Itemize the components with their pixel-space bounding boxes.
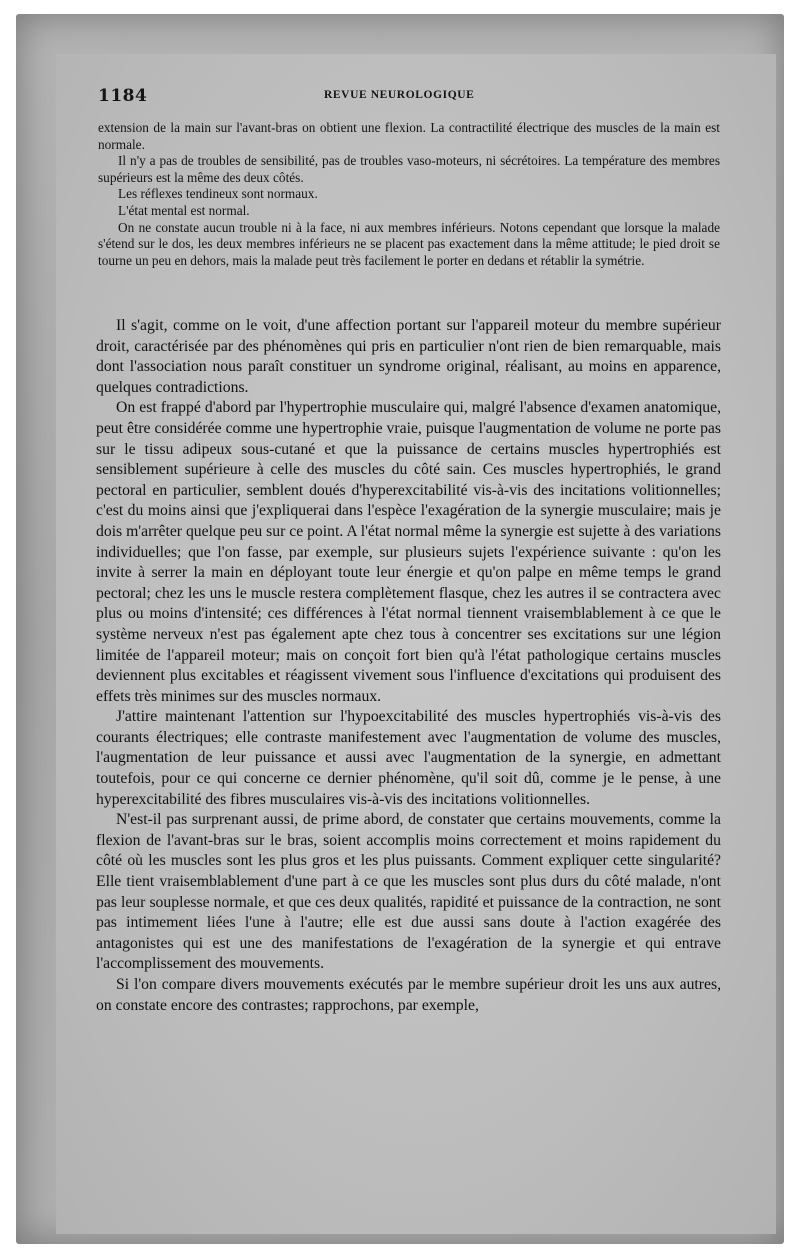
clinical-note-paragraph: Les réflexes tendineux sont normaux.	[118, 186, 318, 202]
discussion-paragraph: On est frappé d'abord par l'hypertrophie musculaire qui, malgré l'absence d'examen anatomique, peut être considérée comme une hypertrophie vraie, puisque l'augmentation de volume ne porte pas sur le tissu adipeux sous-cutané et que la puissance de certains muscles hypertrophiés est sensiblement supérieure à celle des muscles du côté sain. Ces muscles hypertrophiés, le grand pectoral en particulier, semblent doués d'hyperexcitabilité vis-à-vis des incitations volitionnelles; c'est du moins ainsi que j'expliquerai dans l'espèce l'exagération de la synergie musculaire; mais je dois m'arrêter quelque peu sur ce point. A l'état normal même la synergie est sujette à des variations individuelles; que l'on fasse, par exemple, sur plusieurs sujets l'expérience suivante : qu'on les invite à serrer la main en déployant toute leur énergie et qu'on palpe en même temps le grand pectoral; chez les uns le muscle restera complètement flasque, chez les autres il se contractera avec plus ou moins d'intensité; ces différences à l'état normal tiennent vraisemblablement à ce que le système nerveux n'est pas également apte chez tous à concentrer ses excitations sur une légion limitée de l'appareil moteur; mais on conçoit fort bien qu'à l'état pathologique certains muscles deviennent plus excitables et réagissent vivement sous l'influence d'excitations qui produisent des effets très minimes sur des muscles normaux.	[96, 399, 721, 705]
running-head	[98, 86, 720, 108]
clinical-note-paragraph: extension de la main sur l'avant-bras on obtient une flexion. La contractilité électrique des muscles de la main est normale.	[98, 120, 720, 152]
page-number: 1184	[98, 86, 148, 106]
discussion-text	[96, 316, 721, 1016]
discussion-paragraph: Il s'agit, comme on le voit, d'une affection portant sur l'appareil moteur du membre supérieur droit, caractérisée par des phénomènes qui pris en particulier n'ont rien de bien remarquable, mais dont l'association nous paraît constituer un syndrome original, réalisant, au moins en apparence, quelques contradictions.	[96, 317, 721, 396]
clinical-note-paragraph: Il n'y a pas de troubles de sensibilité, pas de troubles vaso-moteurs, ni sécrétoires. La température des membres supérieurs est la même des deux côtés.	[98, 153, 720, 185]
discussion-paragraph: J'attire maintenant l'attention sur l'hypoexcitabilité des muscles hypertrophiés vis-à-vis des courants électriques; elle contraste manifestement avec l'augmentation de volume des muscles, l'augmentation de leur puissance et aussi avec l'augmentation de la synergie, en admettant toutefois, pour ce qui concerne ce dernier phénomène, qu'il soit dû, comme je le pense, à une hyperexcitabilité des fibres musculaires vis-à-vis des incitations volitionnelles.	[96, 708, 721, 808]
clinical-note-paragraph: L'état mental est normal.	[118, 202, 250, 218]
journal-title: REVUE NEUROLOGIQUE	[324, 89, 475, 101]
discussion-paragraph: N'est-il pas surprenant aussi, de prime abord, de constater que certains mouvements, comme la flexion de l'avant-bras sur le bras, soient accomplis moins correctement et moins rapidement du côté où les muscles sont les plus gros et les plus puissants. Comment expliquer cette singularité? Elle tient vraisemblablement d'une part à ce que les muscles sont plus durs du côté malade, n'ont pas leur souplesse normale, et que ces deux qualités, rapidité et puissance de la contraction, ne sont pas intimement liées l'une à l'autre; elle est due aussi sans doute à l'action exagérée des antagonistes qui est une des manifestations de l'exagération de la synergie et qui entrave l'accomplissement des mouvements.	[96, 811, 721, 973]
clinical-note-paragraph: On ne constate aucun trouble ni à la face, ni aux membres inférieurs. Notons cependant que lorsque la malade s'étend sur le dos, les deux membres inférieurs ne se placent pas exactement dans la même attitude; le pied droit se tourne un peu en dehors, mais la malade peut très facilement le porter en dedans et rétablir la symétrie.	[98, 219, 720, 268]
discussion-paragraph: Si l'on compare divers mouvements exécutés par le membre supérieur droit les uns aux autres, on constate encore des contrastes; rapprochons, par exemple,	[96, 976, 721, 1014]
clinical-notes	[98, 120, 720, 269]
